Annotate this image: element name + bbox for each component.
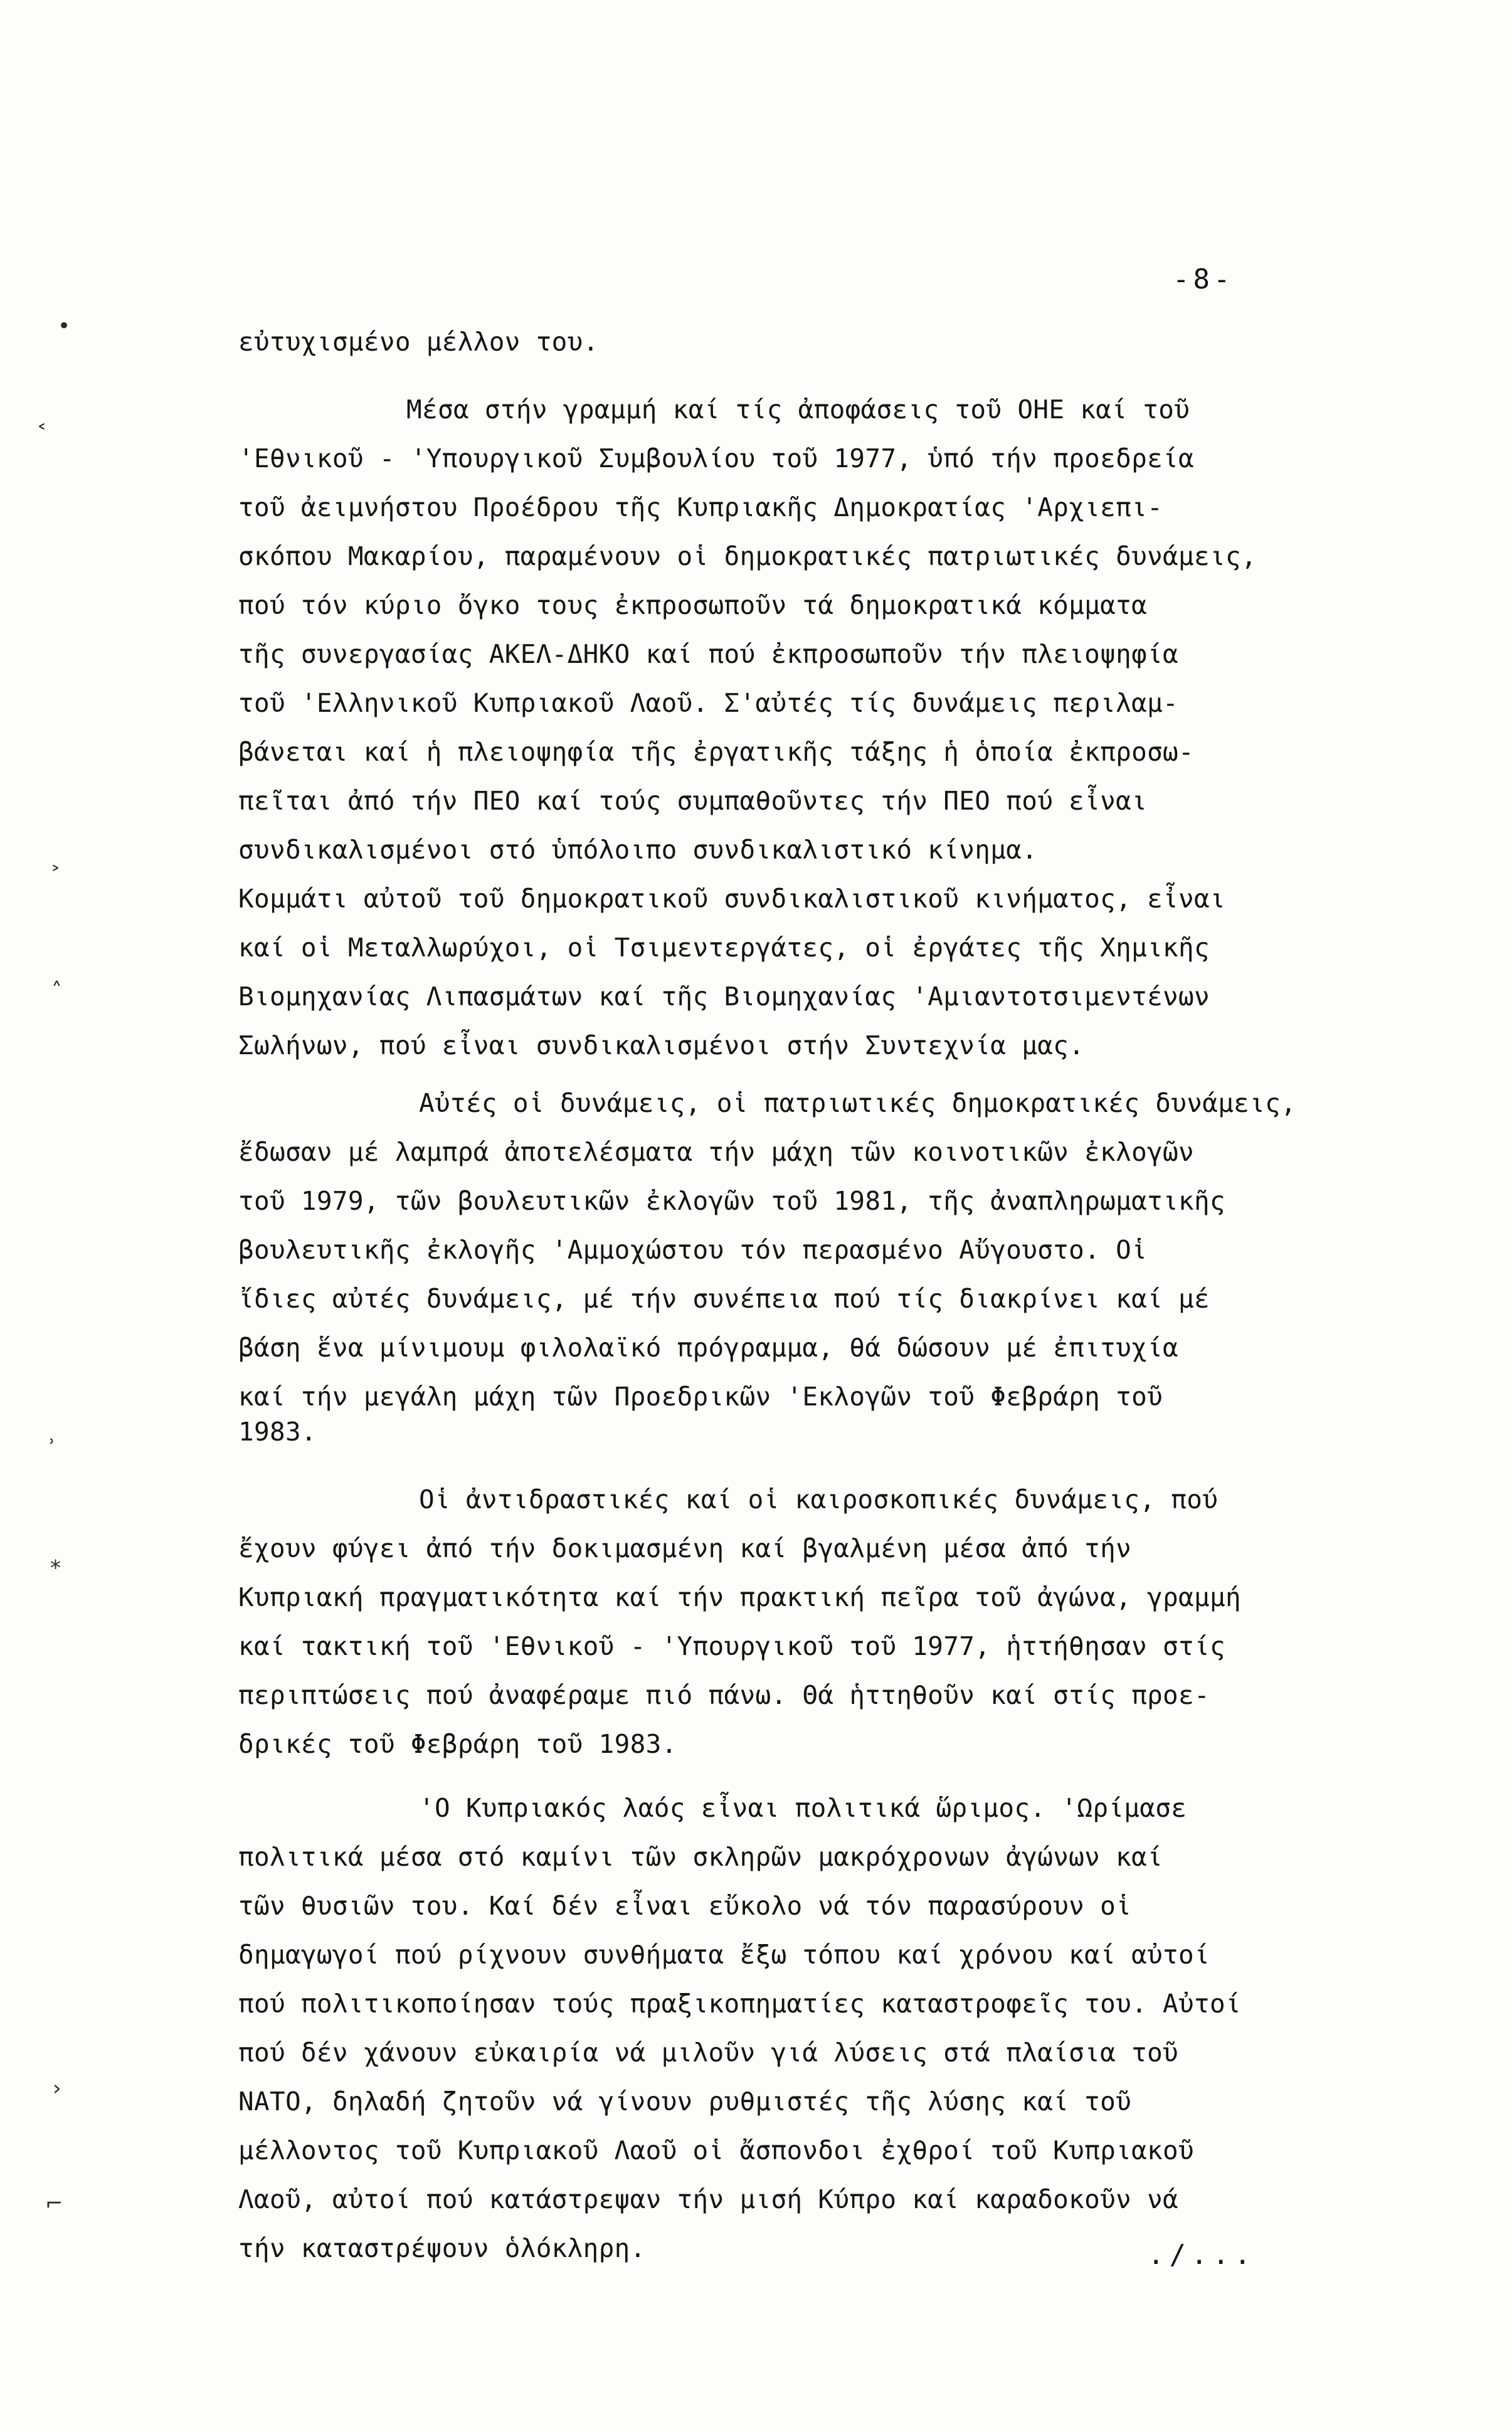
text-line: Μέσα στήν γραμμή καί τίς ἀποφάσεις τοῦ ΟΗΕ καί τοῦ xyxy=(406,394,1190,425)
text-line: ἴδιες αὐτές δυνάμεις, μέ τήν συνέπεια πού τίς διακρίνει καί μέ xyxy=(238,1284,1210,1314)
text-line: πού πολιτικοποίησαν τούς πραξικοπηματίες καταστροφεῖς του. Αὐτοί xyxy=(238,1989,1241,2019)
scan-speck: ˒ xyxy=(49,1430,56,1455)
text-line: ἔδωσαν μέ λαμπρά ἀποτελέσματα τήν μάχη τῶν κοινοτικῶν ἐκλογῶν xyxy=(238,1137,1195,1167)
text-line: τῆς συνεργασίας ΑΚΕΛ-ΔΗΚΟ καί πού ἐκπροσωποῦν τήν πλειοψηφία xyxy=(238,639,1179,669)
text-line: τοῦ 'Ελληνικοῦ Κυπριακοῦ Λαοῦ. Σ'αὐτές τίς δυνάμεις περιλαμ- xyxy=(238,688,1179,718)
text-line: 'Εθνικοῦ - 'Υπουργικοῦ Συμβουλίου τοῦ 1977, ὑπό τήν προεδρεία xyxy=(238,443,1195,473)
text-line: τήν καταστρέψουν ὁλόκληρη. xyxy=(238,2233,646,2263)
text-line: 'Ο Κυπριακός λαός εἶναι πολιτικά ὥριμος. 'Ωρίμασε xyxy=(419,1793,1187,1823)
text-line: πολιτικά μέσα στό καμίνι τῶν σκληρῶν μακρόχρονων ἀγώνων καί xyxy=(238,1842,1163,1872)
continuation-mark: ./... xyxy=(1148,2239,1256,2271)
text-line: καί τακτική τοῦ 'Εθνικοῦ - 'Υπουργικοῦ τοῦ 1977, ἡττήθησαν στίς xyxy=(238,1631,1225,1661)
text-line: πού δέν χάνουν εὐκαιρία νά μιλοῦν γιά λύσεις στά πλαίσια τοῦ xyxy=(238,2038,1179,2068)
text-line: τοῦ 1979, τῶν βουλευτικῶν ἐκλογῶν τοῦ 1981, τῆς ἀναπληρωματικῆς xyxy=(238,1186,1225,1216)
text-line: βάση ἕνα μίνιμουμ φιλολαϊκό πρόγραμμα, θά δώσουν μέ ἐπιτυχία xyxy=(238,1333,1179,1363)
text-line: Λαοῦ, αὐτοί πού κατάστρεψαν τήν μισή Κύπρο καί καραδοκοῦν νά xyxy=(238,2184,1179,2214)
text-line: Οἱ ἀντιδραστικές καί οἱ καιροσκοπικές δυνάμεις, πού xyxy=(419,1484,1219,1515)
scan-speck: ˃ xyxy=(50,863,61,888)
text-line: βάνεται καί ἡ πλειοψηφία τῆς ἐργατικῆς τάξης ἡ ὁποία ἐκπροσω- xyxy=(238,737,1195,767)
text-line: καί τήν μεγάλη μάχη τῶν Προεδρικῶν 'Εκλογῶν τοῦ Φεβράρη τοῦ xyxy=(238,1382,1163,1412)
text-line: περιπτώσεις πού ἀναφέραμε πιό πάνω. Θά ἡττηθοῦν καί στίς προε- xyxy=(238,1680,1210,1710)
text-line: πεῖται ἀπό τήν ΠΕΟ καί τούς συμπαθοῦντες τήν ΠΕΟ πού εἶναι xyxy=(238,786,1148,816)
text-line: πού τόν κύριο ὄγκο τους ἐκπροσωποῦν τά δημοκρατικά κόμματα xyxy=(238,590,1148,620)
text-line: συνδικαλισμένοι στό ὑπόλοιπο συνδικαλιστικό κίνημα. xyxy=(238,835,1038,865)
text-line: Κυπριακή πραγματικότητα καί τήν πρακτική πεῖρα τοῦ ἀγώνα, γραμμή xyxy=(238,1582,1241,1612)
scan-speck: ⌐ xyxy=(45,2191,63,2216)
text-line: βουλευτικῆς ἐκλογῆς 'Αμμοχώστου τόν περασμένο Αὔγουστο. Οἱ xyxy=(238,1235,1148,1265)
scan-speck: › xyxy=(53,2076,61,2101)
text-line: τῶν θυσιῶν του. Καί δέν εἶναι εὔκολο νά τόν παρασύρουν οἱ xyxy=(238,1891,1132,1921)
text-line: μέλλοντος τοῦ Κυπριακοῦ Λαοῦ οἱ ἄσπονδοι ἐχθροί τοῦ Κυπριακοῦ xyxy=(238,2135,1195,2165)
text-line: δρικές τοῦ Φεβράρη τοῦ 1983. xyxy=(238,1729,677,1759)
text-line: ἔχουν φύγει ἀπό τήν δοκιμασμένη καί βγαλμένη μέσα ἀπό τήν xyxy=(238,1533,1132,1563)
text-line: Βιομηχανίας Λιπασμάτων καί τῆς Βιομηχανίας 'Αμιαντοτσιμεντένων xyxy=(238,981,1210,1012)
text-line: καί οἱ Μεταλλωρύχοι, οἱ Τσιμεντεργάτες, οἱ ἐργάτες τῆς Χημικῆς xyxy=(238,933,1210,963)
text-line: Σωλήνων, πού εἶναι συνδικαλισμένοι στήν Συντεχνία μας. xyxy=(238,1030,1085,1060)
text-line: ΝΑΤΟ, δηλαδή ζητοῦν νά γίνουν ρυθμιστές τῆς λύσης καί τοῦ xyxy=(238,2086,1132,2117)
text-line: Αὐτές οἱ δυνάμεις, οἱ πατριωτικές δημοκρατικές δυνάμεις, xyxy=(419,1088,1297,1118)
text-line: Κομμάτι αὐτοῦ τοῦ δημοκρατικοῦ συνδικαλιστικοῦ κινήματος, εἶναι xyxy=(238,884,1225,914)
text-line: τοῦ ἀειμνήστου Προέδρου τῆς Κυπριακῆς Δημοκρατίας 'Αρχιεπι- xyxy=(238,492,1163,522)
scan-speck: ⁎ xyxy=(50,1549,61,1574)
text-line: 1983. xyxy=(238,1417,317,1447)
scan-speck: • xyxy=(58,314,71,339)
text-line: δημαγωγοί πού ρίχνουν συνθήματα ἔξω τόπου καί χρόνου καί αὐτοί xyxy=(238,1940,1210,1970)
scan-speck: ˄ xyxy=(51,978,62,1003)
scan-speck: ˂ xyxy=(36,421,47,447)
page-number: -8- xyxy=(1173,263,1234,295)
text-line: σκόπου Μακαρίου, παραμένουν οἱ δημοκρατικές πατριωτικές δυνάμεις, xyxy=(238,541,1257,571)
text-line: εὐτυχισμένο μέλλον του. xyxy=(238,327,599,357)
